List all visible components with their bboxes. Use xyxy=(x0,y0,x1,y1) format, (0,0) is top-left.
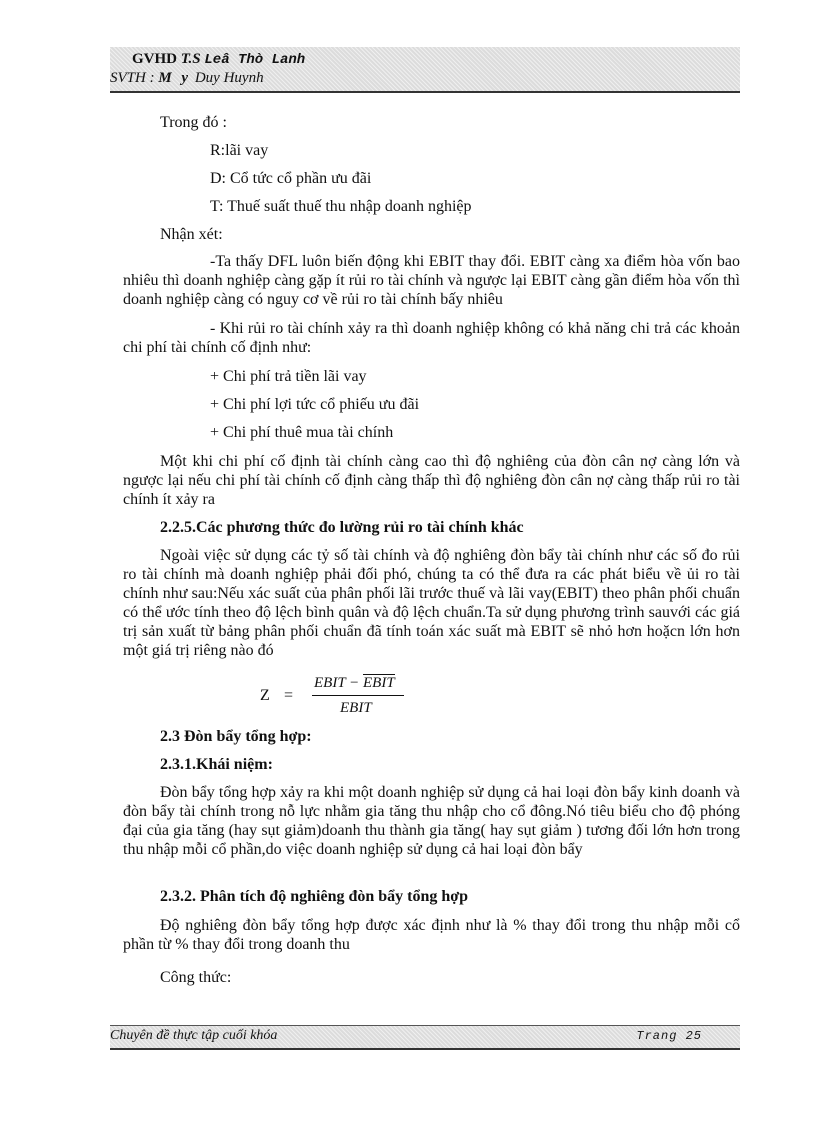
formula-denominator: EBIT xyxy=(340,700,372,716)
formula-numerator xyxy=(314,675,395,692)
page-footer xyxy=(110,1025,740,1050)
fraction-bar xyxy=(312,695,404,696)
paragraph-total-leverage xyxy=(123,783,740,859)
definition-t xyxy=(210,197,740,216)
page-header xyxy=(110,47,740,93)
header-advisor-prefix: GVHD xyxy=(132,51,181,67)
header-student-mid: M y xyxy=(158,70,192,86)
paragraph-fixed-cost xyxy=(123,452,740,509)
heading-2-2-5 xyxy=(160,518,740,537)
definition-t-text: T: Thuế suất thuế thu nhập doanh nghiệp xyxy=(210,198,472,215)
list-item-text: + Chi phí lợi tức cổ phiếu ưu đãi xyxy=(210,396,420,413)
text-cong-thuc-line: Công thức: xyxy=(160,969,232,986)
text-trong-do-line: Trong đó : xyxy=(160,114,227,131)
list-item xyxy=(210,423,740,442)
formula-z xyxy=(260,675,560,723)
paragraph-risk-text: - Khi rủi ro tài chính xảy ra thì doanh nghiệp không có khả năng chi trả các khoản chi phí tài chính cố định như: xyxy=(123,320,740,356)
definition-d xyxy=(210,169,740,188)
paragraph-measurement-text: Ngoài việc sử dụng các tỷ số tài chính và độ nghiêng đòn bẩy tài chính như các số đo rủi ro tài chính mà doanh nghiệp phải đối phó, chúng ta có thể đưa ra các phát biểu về ủi ro tài chính như sau:Nếu xác suất của phân phối lãi trước thuế và lãi vay(EBIT) theo phân phối chuẩn có thể ước tính theo độ lệch bình quân và độ lệch chuẩn.Ta sử dụng phương trình sauvới các giá trị sản xuất từ bảng phân phối chuẩn đã tính toán xác suất mà EBIT sẽ nhỏ hơn hoặcn lớn hơn một giá trị riêng nào đó xyxy=(123,547,740,659)
formula-equals: = xyxy=(284,687,294,704)
formula-numerator-b-mean: EBIT xyxy=(363,675,395,691)
paragraph-measurement xyxy=(123,546,740,660)
page-number: Trang 25 xyxy=(636,1029,702,1043)
paragraph-dtl-text: Độ nghiêng đòn bẩy tổng hợp được xác định như là % thay đổi trong thu nhập mỗi cổ phần từ % thay đổi trong doanh thu xyxy=(123,917,740,953)
paragraph-dfl-text: -Ta thấy DFL luôn biến động khi EBIT thay đổi. EBIT càng xa điểm hòa vốn bao nhiêu thì doanh nghiệp càng gặp ít rủi ro tài chính và ngược lại EBIT càng gần điểm hòa vốn thì doanh nghiệp càng có nguy cơ về rủi ro tài chính bấy nhiêu xyxy=(123,253,740,308)
definition-r xyxy=(210,141,740,160)
paragraph-dfl xyxy=(123,252,740,309)
list-item-text: + Chi phí trả tiền lãi vay xyxy=(210,368,367,385)
text-cong-thuc xyxy=(160,968,740,987)
heading-2-3-1 xyxy=(160,755,740,774)
paragraph-risk xyxy=(123,319,740,357)
text-nhan-xet xyxy=(160,225,740,244)
heading-2-3 xyxy=(160,727,740,746)
text-trong-do xyxy=(160,113,740,132)
list-item xyxy=(210,367,740,386)
paragraph-fixed-cost-text: Một khi chi phí cố định tài chính càng cao thì độ nghiêng của đòn cân nợ càng lớn và ngược lại nếu chi phí tài chính cố định càng thấp thì độ nghiêng đòn cân nợ càng thấp rủi ro tài chính ít xảy ra xyxy=(123,453,740,508)
header-advisor xyxy=(132,51,305,68)
paragraph-dtl xyxy=(123,916,740,954)
list-item xyxy=(210,395,740,414)
definition-d-text: D: Cổ tức cổ phần ưu đãi xyxy=(210,170,372,187)
heading-2-3-2-text: 2.3.2. Phân tích độ nghiêng đòn bẩy tổng hợp xyxy=(160,888,469,905)
heading-2-2-5-text: 2.2.5.Các phương thức đo lường rủi ro tài chính khác xyxy=(160,519,524,536)
header-student-name: Duy Huynh xyxy=(191,70,264,86)
list-item-text: + Chi phí thuê mua tài chính xyxy=(210,424,394,441)
paragraph-total-leverage-text: Đòn bẩy tổng hợp xảy ra khi một doanh nghiệp sử dụng cả hai loại đòn bẩy kinh doanh và đòn bẩy tài chính trong nỗ lực nhằm gia tăng thu nhập cho cổ đông.Nó tiêu biểu cho độ phóng đại của gia tăng (hay sụt giảm)doanh thu thành gia tăng( hay sụt giảm ) tương đối lớn hơn trong thu nhập mỗi cổ phần,do việc doanh nghiệp sử dụng cả hai loại đòn bẩy xyxy=(123,784,740,858)
text-nhan-xet-line: Nhận xét: xyxy=(160,226,223,243)
header-student xyxy=(110,70,264,87)
heading-2-3-2 xyxy=(160,887,740,906)
header-advisor-title: T.S xyxy=(180,51,205,67)
heading-2-3-1-text: 2.3.1.Khái niệm: xyxy=(160,756,273,773)
heading-2-3-text: 2.3 Đòn bẩy tổng hợp: xyxy=(160,728,312,745)
header-student-prefix: SVTH : xyxy=(110,70,159,86)
formula-lhs: Z xyxy=(260,687,270,704)
formula-numerator-a: EBIT − xyxy=(314,675,360,691)
definition-r-text: R:lãi vay xyxy=(210,142,269,159)
header-advisor-name: Leâ Thò Lanh xyxy=(204,52,306,68)
footer-title: Chuyên đề thực tập cuối khóa xyxy=(110,1028,278,1043)
